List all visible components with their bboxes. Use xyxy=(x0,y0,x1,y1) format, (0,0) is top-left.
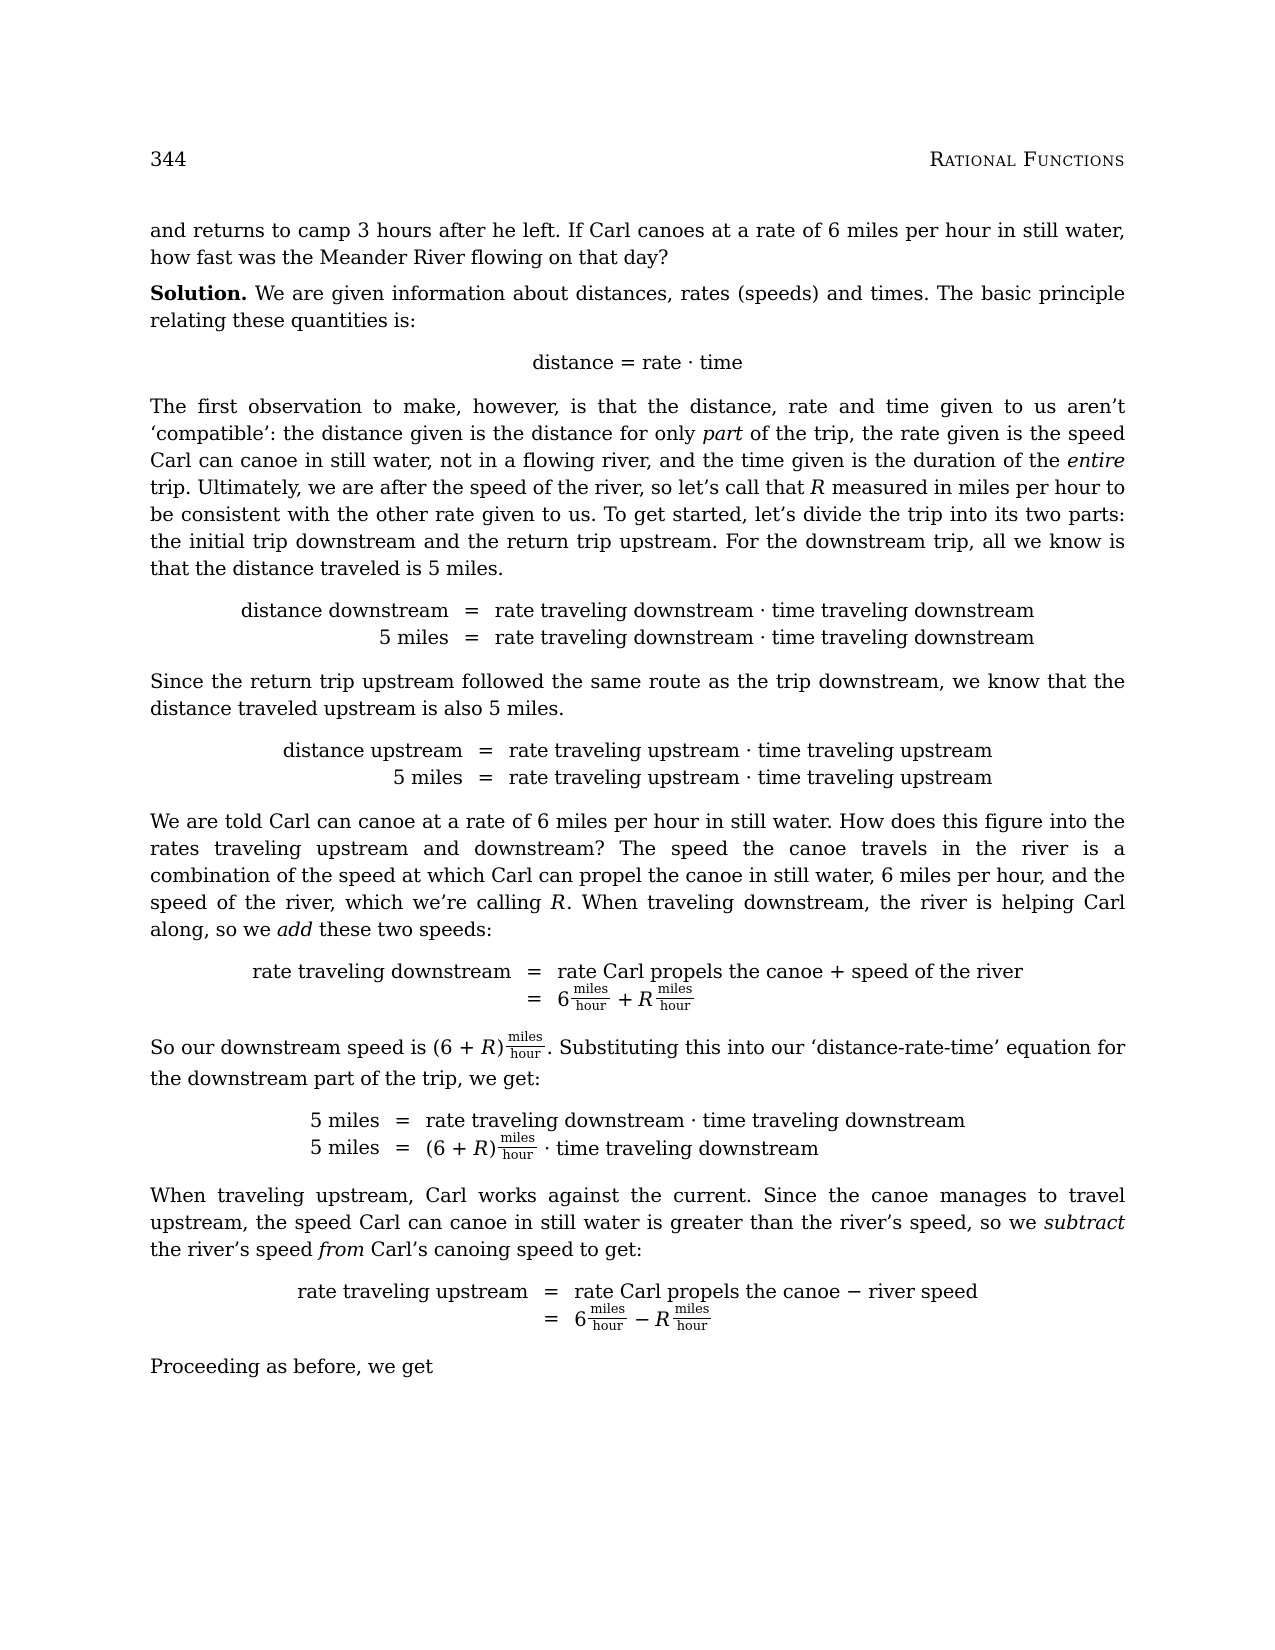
equation-rate-upstream xyxy=(150,1278,1125,1336)
equals-sign: = xyxy=(477,739,494,762)
fraction-denominator: hour xyxy=(575,999,607,1015)
equation-lhs: distance downstream xyxy=(240,599,449,622)
equation-lhs-empty xyxy=(252,985,511,1016)
text-run: Proceeding as before, we get xyxy=(150,1355,433,1379)
text-run: We are told Carl can canoe at a rate of 6 miles per hour in still water. How does this figure into the rates traveling upstream and downstream? The speed the canoe travels in the river is a combination of the speed at which Carl can propel the canoe in still water, 6 miles per hour, and the speed of the river, which we’re calling xyxy=(150,810,1125,914)
fraction-numerator: miles xyxy=(498,1132,537,1148)
page-header xyxy=(150,146,1125,173)
text-run: The first observation to make, however, is that the distance, rate and time given to us aren’t ‘compatible’: the distance given is the distance for only xyxy=(150,395,1125,445)
text-run: When traveling upstream, Carl works against the current. Since the canoe manages to travel upstream, the speed Carl can canoe in still water is greater than the river’s speed, so we xyxy=(150,1183,1125,1234)
fraction-numerator: miles xyxy=(588,1303,627,1319)
text-run: measured in miles per hour to be consistent with the other rate given to us. To get started, let’s divide the trip into its two parts: the initial trip downstream and the return trip upstream. For the downstream trip, all we know is that the distance traveled is 5 miles. xyxy=(150,476,1125,580)
text-run: Carl’s canoing speed to get: xyxy=(364,1237,643,1261)
equation-rate-downstream xyxy=(150,958,1125,1016)
fraction-denominator: hour xyxy=(592,1319,623,1335)
text-run: So our downstream speed is xyxy=(150,1036,433,1060)
equation-distance-upstream xyxy=(150,737,1125,791)
fraction-numerator: miles xyxy=(506,1031,545,1047)
equation-substitute-downstream xyxy=(150,1107,1125,1165)
paragraph-so xyxy=(150,1030,1125,1091)
equals-sign: = xyxy=(543,1279,560,1303)
equation-lhs: 5 miles xyxy=(378,626,449,649)
equation-rhs xyxy=(557,982,1022,1016)
equals-sign: = xyxy=(394,1108,411,1132)
fraction-miles-per-hour xyxy=(673,1303,712,1334)
equation-distance-rate-time xyxy=(150,349,1125,376)
emphasis-entire: entire xyxy=(1067,449,1125,472)
text-run: of the trip, the rate given is the speed Carl can canoe in still water, not in a flowing river, and the time given is the duration of the xyxy=(150,422,1125,472)
paragraph-told xyxy=(150,808,1125,943)
fraction-denominator: hour xyxy=(659,999,691,1015)
fraction-numerator: miles xyxy=(571,983,610,999)
equation-lhs: rate traveling downstream xyxy=(252,960,512,983)
equals-sign: = xyxy=(526,960,543,983)
equation-rhs: rate traveling downstream · time traveling downstream xyxy=(494,599,1035,622)
paragraph-solution xyxy=(150,280,1125,334)
fraction-miles-per-hour xyxy=(498,1132,537,1163)
math-variable-R: R xyxy=(810,476,825,499)
paragraph-intro xyxy=(150,217,1125,271)
fraction-miles-per-hour xyxy=(656,983,695,1014)
math-variable-R: R xyxy=(473,1136,488,1160)
equation-rhs: rate traveling upstream · time traveling upstream xyxy=(508,739,993,762)
math-run: ) xyxy=(488,1136,497,1160)
math-variable-R: R xyxy=(638,988,653,1012)
coefficient: 6 xyxy=(574,1308,587,1332)
fraction-numerator: miles xyxy=(673,1303,712,1319)
emphasis-part: part xyxy=(702,422,743,445)
math-variable-R: R xyxy=(655,1308,670,1332)
equals-sign: = xyxy=(526,987,543,1010)
text-run: Since the return trip upstream followed the same route as the trip downstream, we know that the distance traveled upstream is also 5 miles. xyxy=(150,670,1125,720)
math-run: (6 + xyxy=(432,1036,482,1060)
fraction-miles-per-hour xyxy=(571,983,610,1014)
text-run: the river’s speed xyxy=(150,1237,319,1261)
equation-rhs xyxy=(574,1301,978,1336)
text-run: and returns to camp 3 hours after he left. If Carl canoes at a rate of 6 miles per hour in still water, how fast was the Meander River flowing on that day? xyxy=(150,219,1125,269)
paragraph-first-observation xyxy=(150,393,1125,582)
paragraph-proceeding xyxy=(150,1353,1125,1380)
minus-sign: − xyxy=(634,1308,651,1332)
page-number: 344 xyxy=(150,148,187,171)
equals-sign: = xyxy=(463,599,480,622)
fraction-denominator: hour xyxy=(676,1319,708,1335)
equation-lhs: 5 miles xyxy=(392,766,463,789)
fraction-denominator: hour xyxy=(502,1147,533,1163)
emphasis-subtract: subtract xyxy=(1044,1210,1125,1234)
equation-rhs: rate traveling upstream · time traveling upstream xyxy=(508,766,993,789)
equals-sign: = xyxy=(394,1135,411,1159)
text-run: . Substituting this into our ‘distance-rate-time’ equation for the downstream part of the trip, we get: xyxy=(150,1036,1125,1090)
equation-lhs: 5 miles xyxy=(309,1108,380,1132)
equation-rhs: rate traveling downstream · time traveling downstream xyxy=(494,626,1035,649)
fraction-miles-per-hour xyxy=(506,1031,545,1062)
equation-lhs-empty xyxy=(297,1305,528,1336)
equation-lhs: distance upstream xyxy=(282,739,463,762)
emphasis-add: add xyxy=(276,918,313,941)
text-run: these two speeds: xyxy=(312,918,493,941)
equation-rhs: rate traveling downstream · time traveling downstream xyxy=(425,1108,966,1132)
equals-sign: = xyxy=(477,766,494,789)
fraction-denominator: hour xyxy=(510,1047,541,1063)
equation-text: distance = rate · time xyxy=(532,351,743,374)
math-run: · time traveling downstream xyxy=(543,1136,819,1160)
paragraph-since xyxy=(150,668,1125,722)
equation-lhs: rate traveling upstream xyxy=(297,1279,529,1303)
text-run: . When traveling downstream, the river is helping Carl along, so we xyxy=(150,891,1125,941)
math-run: (6 + xyxy=(425,1136,474,1160)
text-run: trip. Ultimately, we are after the speed of the river, so let’s call that xyxy=(150,476,811,499)
math-variable-R: R xyxy=(481,1036,496,1060)
equation-rhs xyxy=(425,1130,966,1165)
equation-rhs: rate Carl propels the canoe − river speed xyxy=(574,1279,978,1303)
fraction-miles-per-hour xyxy=(588,1303,627,1334)
coefficient: 6 xyxy=(557,988,570,1012)
solution-label: Solution. xyxy=(150,282,248,305)
equals-sign: = xyxy=(543,1306,560,1330)
running-title: Rational Functions xyxy=(929,148,1125,171)
paragraph-when xyxy=(150,1182,1125,1263)
math-run: ) xyxy=(496,1036,505,1060)
equation-lhs: 5 miles xyxy=(309,1135,380,1159)
math-variable-R: R xyxy=(550,891,566,914)
fraction-numerator: miles xyxy=(656,983,695,999)
emphasis-from: from xyxy=(318,1237,365,1261)
equation-rhs: rate Carl propels the canoe + speed of the river xyxy=(557,960,1023,983)
text-run: We are given information about distances, rates (speeds) and times. The basic principle relating these quantities is: xyxy=(150,282,1125,332)
plus-sign: + xyxy=(617,988,634,1012)
equals-sign: = xyxy=(463,626,480,649)
equation-distance-downstream xyxy=(150,597,1125,651)
